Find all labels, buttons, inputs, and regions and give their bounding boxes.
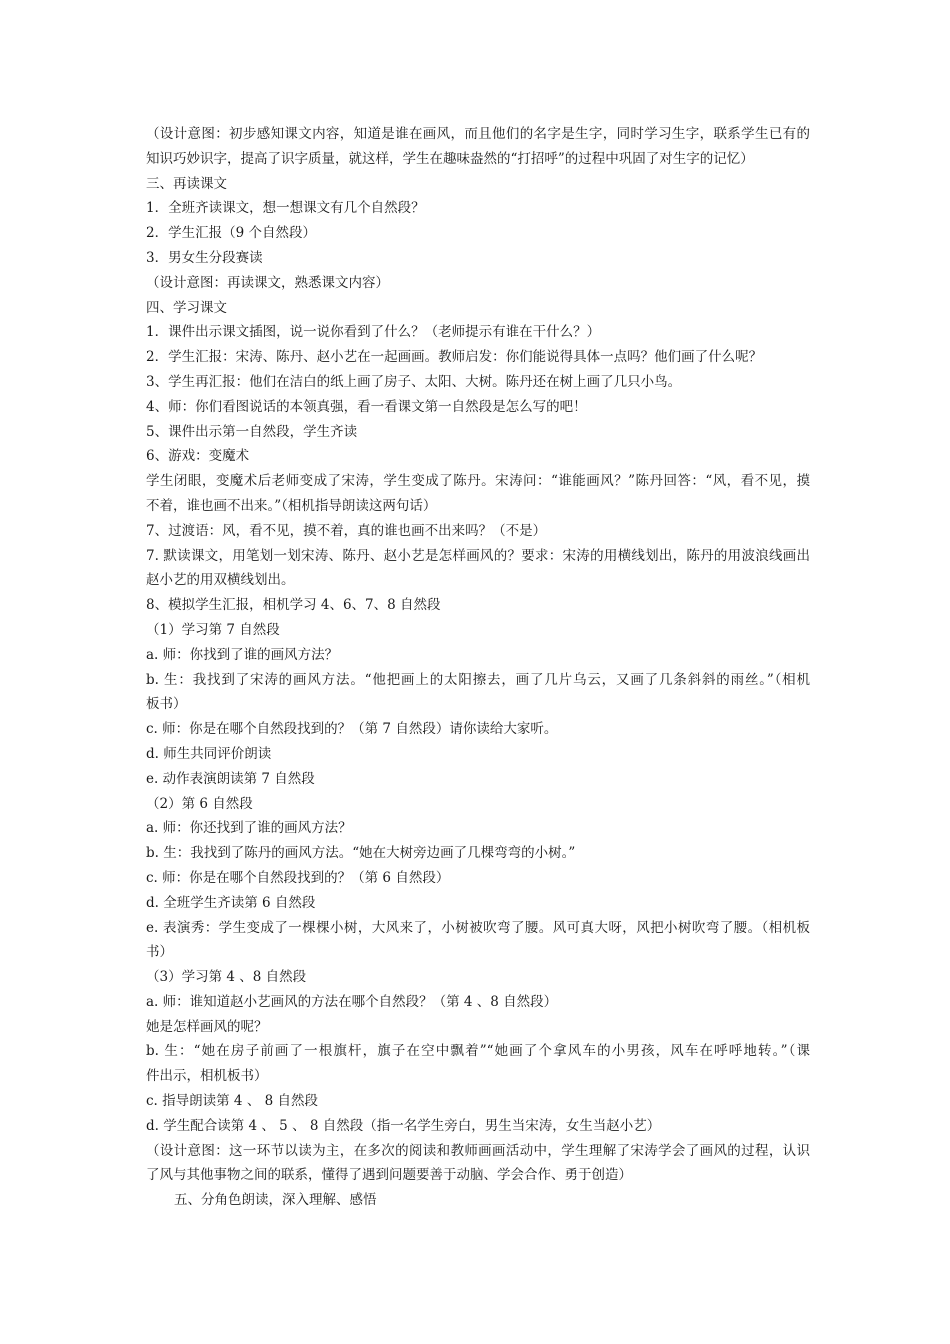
- text-line: 5、课件出示第一自然段，学生齐读: [146, 423, 358, 440]
- text-line: 1．课件出示课文插图，说一说你看到了什么？（老师提示有谁在干什么？）: [146, 324, 601, 341]
- text-line: 了风与其他事物之间的联系，懂得了遇到问题要善于动脑、学会合作、勇于创造）: [146, 1167, 632, 1184]
- text-line: c. 指导朗读第 4 、 8 自然段: [146, 1093, 318, 1110]
- text-line: a. 师：你还找到了谁的画风方法？: [146, 820, 352, 837]
- text-line: 不着，谁也画不出来。”（相机指导朗读这两句话）: [146, 497, 437, 514]
- text-line: c. 师：你是在哪个自然段找到的？（第 6 自然段）: [146, 869, 450, 886]
- text-line: 4、师：你们看图说话的本领真强，看一看课文第一自然段是怎么写的吧！: [146, 398, 587, 415]
- text-line: b. 生：我找到了宋涛的画风方法。“他把画上的太阳擦去，画了几片乌云，又画了几条斜斜的雨丝。”（相机: [146, 671, 810, 688]
- text-line: （设计意图：再读课文，熟悉课文内容）: [146, 274, 389, 291]
- text-line: 赵小艺的用双横线划出。: [146, 572, 295, 589]
- text-line: 7、过渡语：风，看不见，摸不着，真的谁也画不出来吗？（不是）: [146, 522, 547, 539]
- text-line: 板书）: [146, 696, 187, 713]
- text-line: 1．全班齐读课文，想一想课文有几个自然段？: [146, 200, 425, 217]
- text-line: 3．男女生分段赛读: [146, 249, 263, 266]
- text-line: 学生闭眼，变魔术后老师变成了宋涛，学生变成了陈丹。宋涛问：“谁能画风？”陈丹回答：“风，看不见，摸: [146, 473, 810, 490]
- text-line: d. 全班学生齐读第 6 自然段: [146, 894, 316, 911]
- text-line: 3、学生再汇报：他们在洁白的纸上画了房子、太阳、大树。陈丹还在树上画了几只小鸟。: [146, 373, 682, 390]
- text-line: 6、游戏：变魔术: [146, 448, 250, 465]
- text-line: a. 师：你找到了谁的画风方法？: [146, 646, 339, 663]
- text-line: （3）学习第 4 、8 自然段: [146, 969, 307, 986]
- section-heading: 四、学习课文: [146, 299, 227, 316]
- text-line: d. 学生配合读第 4 、 5 、 8 自然段（指一名学生旁白，男生当宋涛，女生当赵小艺）: [146, 1117, 661, 1134]
- text-line: a. 师：谁知道赵小艺画风的方法在哪个自然段？（第 4 、8 自然段）: [146, 993, 558, 1010]
- text-line: 她是怎样画风的呢？: [146, 1018, 268, 1035]
- text-line: b. 生：我找到了陈丹的画风方法。“她在大树旁边画了几棵弯弯的小树。”: [146, 845, 576, 862]
- text-line: 2．学生汇报：宋涛、陈丹、赵小艺在一起画画。教师启发：你们能说得具体一点吗？他们画了什么呢？: [146, 349, 763, 366]
- section-heading: 五、分角色朗读，深入理解、感悟: [174, 1192, 377, 1209]
- text-line: （1）学习第 7 自然段: [146, 621, 280, 638]
- text-line: 8、模拟学生汇报，相机学习 4、6、7、8 自然段: [146, 597, 441, 614]
- text-line: d. 师生共同评价朗读: [146, 745, 272, 762]
- text-line: 知识巧妙识字，提高了识字质量，就这样，学生在趣味盎然的“打招呼”的过程中巩固了对生字的记忆）: [146, 150, 754, 167]
- text-line: 书）: [146, 944, 173, 961]
- text-line: （2）第 6 自然段: [146, 795, 253, 812]
- text-line: e. 动作表演朗读第 7 自然段: [146, 770, 315, 787]
- text-line: e. 表演秀：学生变成了一棵棵小树，大风来了，小树被吹弯了腰。风可真大呀，风把小树吹弯了腰。（相机板: [146, 919, 810, 936]
- text-line: （设计意图：初步感知课文内容，知道是谁在画风，而且他们的名字是生字，同时学习生字，联系学生已有的: [146, 126, 810, 142]
- text-line: （设计意图：这一环节以读为主，在多次的阅读和教师画画活动中，学生理解了宋涛学会了画风的过程，认识: [146, 1142, 810, 1159]
- text-line: 2．学生汇报（9 个自然段）: [146, 225, 316, 242]
- text-line: 7. 默读课文，用笔划一划宋涛、陈丹、赵小艺是怎样画风的？要求：宋涛的用横线划出，陈丹的用波浪线画出: [146, 547, 810, 564]
- lesson-plan-text: [146, 122, 810, 1213]
- section-heading: 三、再读课文: [146, 175, 227, 192]
- text-line: c. 师：你是在哪个自然段找到的？（第 7 自然段）请你读给大家听。: [146, 721, 558, 738]
- text-line: b. 生：“她在房子前画了一根旗杆，旗子在空中飘着”“她画了个拿风车的小男孩，风车在呼呼地转。”（课: [146, 1043, 810, 1060]
- text-line: 件出示，相机板书）: [146, 1068, 268, 1085]
